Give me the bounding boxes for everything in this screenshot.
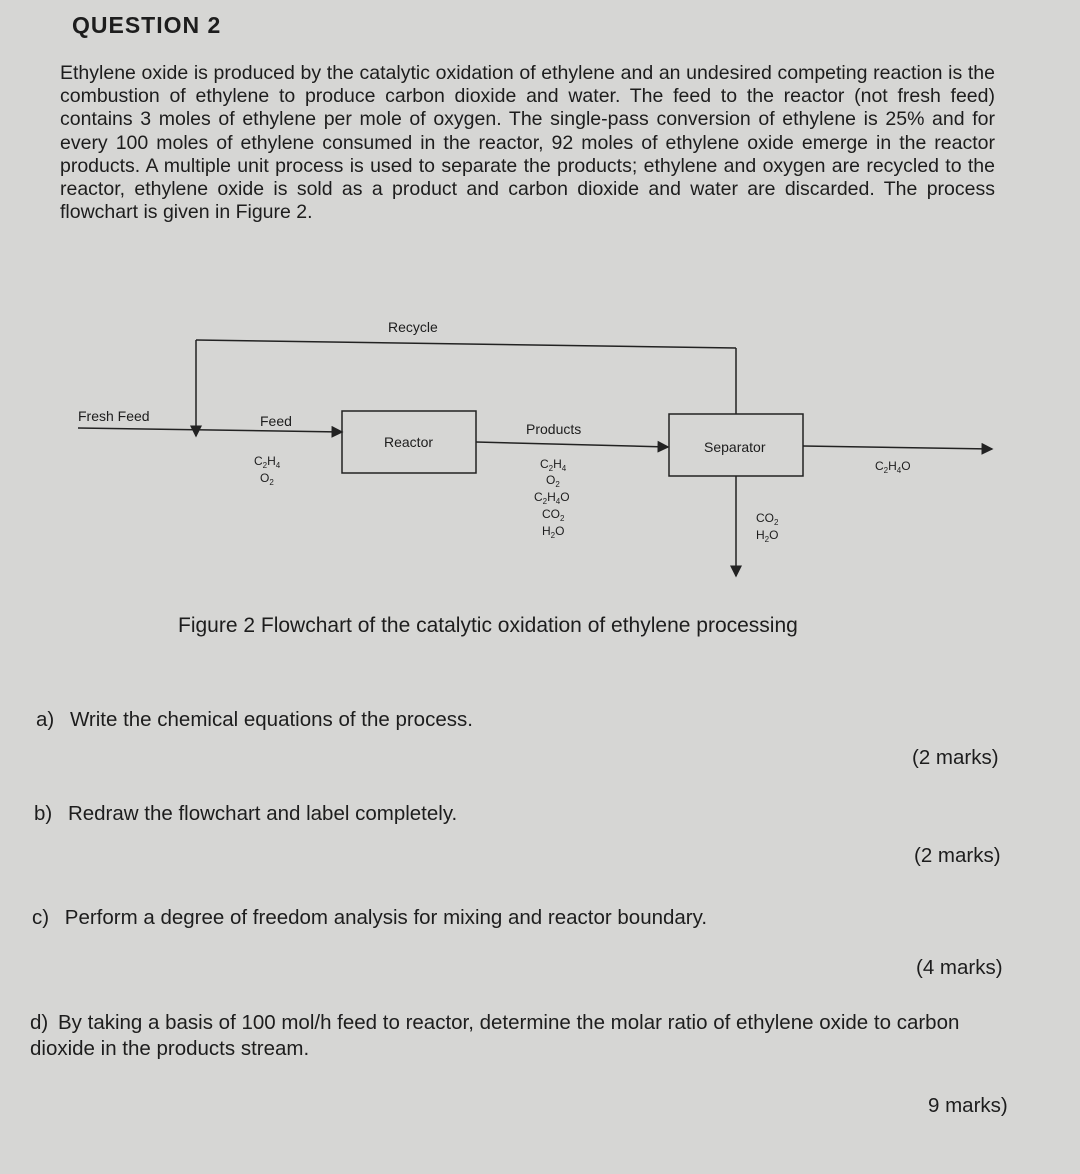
products-species-1: $C_2H_4$ — [540, 457, 567, 473]
reactor-label: Reactor — [384, 434, 434, 450]
separator-label: Separator — [704, 439, 766, 455]
feed-line — [78, 428, 342, 432]
process-flowchart — [70, 308, 1010, 608]
question-c — [32, 906, 707, 930]
top-product-species: $C_2H_4O$ — [875, 459, 911, 475]
question-b-text: Redraw the flowchart and label completely. — [67, 802, 458, 825]
products-species-5: $H_2O$ — [542, 524, 565, 540]
question-b-marks: (2 marks) — [914, 844, 1001, 867]
question-c-marks: (4 marks) — [916, 956, 1003, 979]
figure-caption: Figure 2 Flowchart of the catalytic oxidation of ethylene processing — [178, 614, 798, 637]
top-product-line — [803, 446, 992, 449]
products-species-4: $CO_2$ — [542, 507, 565, 523]
feed-label: Feed — [260, 413, 292, 429]
question-d-label: d) — [30, 1011, 49, 1034]
question-d-text: By taking a basis of 100 mol/h feed to reactor, determine the molar ratio of ethylene oxide to carbon dioxide in the products stream. — [30, 1011, 960, 1060]
products-line — [476, 442, 668, 447]
recycle-label: Recycle — [388, 319, 438, 335]
products-species-3: $C_2H_4O$ — [534, 490, 570, 506]
products-label: Products — [526, 421, 582, 437]
feed-species-1: $C_2H_4$ — [254, 454, 281, 470]
recycle-line-top — [196, 340, 736, 348]
question-c-label: c) — [32, 906, 50, 929]
question-a-text: Write the chemical equations of the process. — [69, 708, 473, 731]
question-c-text: Perform a degree of freedom analysis for mixing and reactor boundary. — [64, 906, 708, 929]
fresh-feed-label: Fresh Feed — [78, 408, 150, 424]
question-title: QUESTION 2 — [72, 12, 222, 38]
bottom-product-species-1: $CO_2$ — [756, 511, 779, 527]
question-a-marks: (2 marks) — [912, 746, 999, 769]
bottom-product-species-2: $H_2O$ — [756, 528, 779, 544]
feed-species-2: $O_2$ — [260, 471, 274, 487]
question-d-marks: 9 marks) — [928, 1094, 1008, 1117]
question-b — [34, 802, 457, 826]
flowchart-svg — [70, 308, 1010, 608]
question-d — [30, 1010, 1020, 1062]
question-intro: Ethylene oxide is produced by the catalytic oxidation of ethylene and an undesired competing reaction is the combustion of ethylene to produce carbon dioxide and water. The feed to the reactor (not fresh feed) contains 3 moles of ethylene per mole of oxygen. The single-pass conversion of ethylene is 25% and for every 100 moles of ethylene consumed in the reactor, 92 moles of ethylene oxide emerge in the reactor products. A multiple unit process is used to separate the products; ethylene and oxygen are recycled to the reactor, ethylene oxide is sold as a product and carbon dioxide and water are discarded. The process flowchart is given in Figure 2. — [60, 62, 995, 224]
question-b-label: b) — [34, 802, 53, 825]
question-a — [36, 708, 473, 732]
question-a-label: a) — [36, 708, 55, 731]
products-species-2: $O_2$ — [546, 473, 560, 489]
